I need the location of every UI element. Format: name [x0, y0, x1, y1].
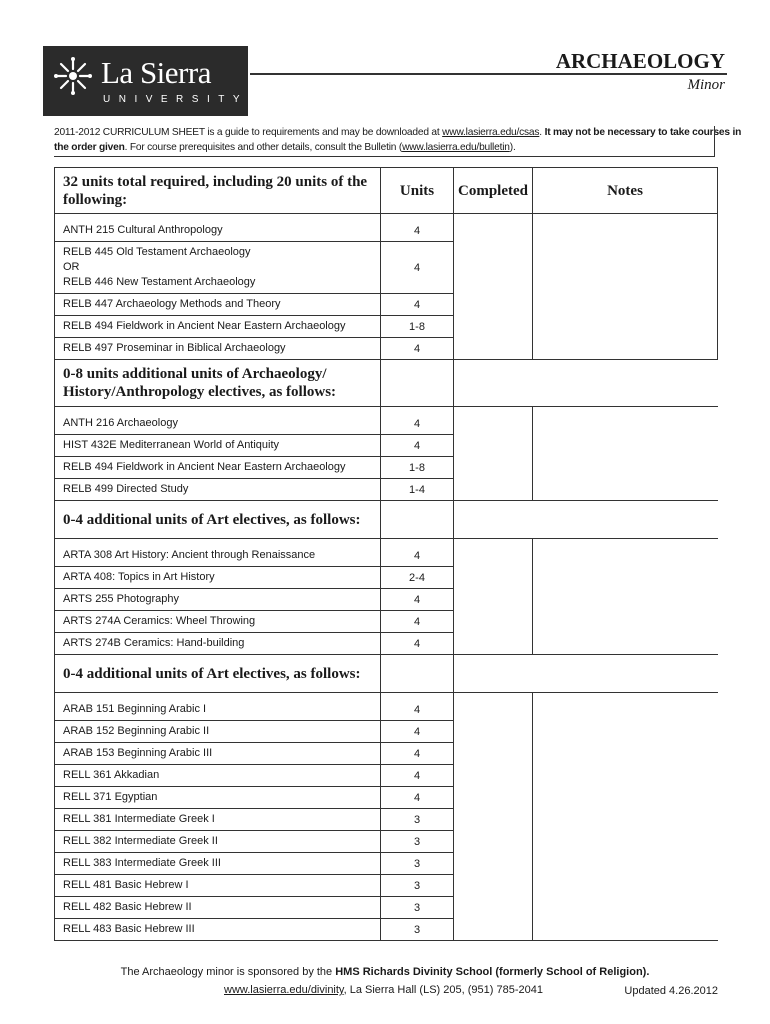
course-name: RELB 494 Fieldwork in Ancient Near Eastern Archaeology: [63, 320, 346, 332]
intro-text: .: [539, 127, 545, 138]
footer-sponsor: [0, 966, 770, 978]
course-units: 4: [381, 242, 454, 294]
completed-column-header: Completed: [454, 168, 533, 214]
brand-name: La Sierra: [101, 55, 211, 90]
course-cell: [55, 743, 381, 765]
course-units: 4: [381, 294, 454, 316]
course-cell: [55, 316, 381, 338]
course-units: 4: [381, 721, 454, 743]
course-name: ARAB 152 Beginning Arabic II: [63, 725, 210, 737]
course-name: ANTH 216 Archaeology: [63, 417, 178, 429]
course-units: 3: [381, 831, 454, 853]
course-name: RELL 371 Egyptian: [63, 791, 158, 803]
course-name: ARTA 308 Art History: Ancient through Renaissance: [63, 549, 316, 561]
course-units: 4: [381, 338, 454, 360]
course-name: RELL 482 Basic Hebrew II: [63, 901, 192, 913]
footer-school: HMS Richards Divinity School (formerly School of Religion).: [335, 966, 650, 978]
table-row: [55, 214, 718, 242]
footer-address: , La Sierra Hall (LS) 205, (951) 785-2041: [343, 984, 543, 996]
units-column-header: Units: [381, 168, 454, 214]
section-heading: 0-8 units additional units of Archaeology/ History/Anthropology electives, as follows:: [55, 360, 381, 407]
course-cell: [55, 214, 381, 242]
units-header-blank: [381, 501, 454, 539]
completed-cell[interactable]: [454, 407, 533, 501]
course-cell: [55, 242, 381, 294]
course-cell: [55, 787, 381, 809]
course-units: 3: [381, 919, 454, 941]
notes-column-header: Notes: [533, 168, 718, 214]
course-units: 1-4: [381, 479, 454, 501]
course-cell: [55, 633, 381, 655]
section-header-row: [55, 655, 718, 693]
course-name: RELL 361 Akkadian: [63, 769, 160, 781]
course-cell: [55, 479, 381, 501]
course-name: ARTA 408: Topics in Art History: [63, 571, 215, 583]
course-units: 4: [381, 214, 454, 242]
table-row: [55, 407, 718, 435]
section-header-blank: [454, 360, 718, 407]
course-cell: [55, 589, 381, 611]
section-header-row: [55, 168, 718, 214]
course-name: RELL 483 Basic Hebrew III: [63, 923, 195, 935]
course-cell: [55, 457, 381, 479]
course-units: 3: [381, 875, 454, 897]
notes-cell[interactable]: [533, 693, 718, 941]
course-name: RELB 447 Archaeology Methods and Theory: [63, 298, 281, 310]
course-name: HIST 432E Mediterranean World of Antiquity: [63, 439, 280, 451]
brand-subtitle: UNIVERSITY: [103, 94, 249, 105]
section-header-blank: [454, 655, 718, 693]
footer-updated: Updated 4.26.2012: [624, 985, 718, 997]
course-units: 4: [381, 765, 454, 787]
course-cell: [55, 853, 381, 875]
course-cell: [55, 567, 381, 589]
completed-cell[interactable]: [454, 539, 533, 655]
course-units: 4: [381, 633, 454, 655]
intro-text: ).: [509, 141, 516, 153]
notes-cell[interactable]: [533, 407, 718, 501]
course-cell: [55, 611, 381, 633]
course-name: ARTS 274B Ceramics: Hand-building: [63, 637, 245, 649]
section-header-row: [55, 360, 718, 407]
table-row: [55, 693, 718, 721]
section-header-row: [55, 501, 718, 539]
course-cell: [55, 693, 381, 721]
course-name: ARAB 153 Beginning Arabic III: [63, 747, 213, 759]
course-units: 2-4: [381, 567, 454, 589]
course-cell: [55, 721, 381, 743]
course-cell: [55, 294, 381, 316]
completed-cell[interactable]: [454, 214, 533, 360]
csas-link[interactable]: www.lasierra.edu/csas: [442, 127, 540, 138]
course-cell: [55, 765, 381, 787]
course-cell: [55, 919, 381, 941]
course-name: RELL 382 Intermediate Greek II: [63, 835, 218, 847]
footer-text: The Archaeology minor is sponsored by the: [120, 966, 336, 978]
course-name: RELL 381 Intermediate Greek I: [63, 813, 215, 825]
course-units: 4: [381, 611, 454, 633]
course-name: ARTS 274A Ceramics: Wheel Throwing: [63, 615, 256, 627]
course-name: RELB 494 Fieldwork in Ancient Near Eastern Archaeology: [63, 461, 346, 473]
course-cell: [55, 809, 381, 831]
course-cell: [55, 435, 381, 457]
page-title: ARCHAEOLOGY: [555, 49, 725, 73]
university-logo: [43, 46, 248, 116]
bulletin-link[interactable]: www.lasierra.edu/bulletin: [402, 141, 510, 153]
course-units: 4: [381, 539, 454, 567]
intro-bold: It may not be necessary to take courses in the order given: [54, 127, 742, 153]
course-name: RELB 497 Proseminar in Biblical Archaeology: [63, 342, 286, 354]
course-name-alt: RELB 446 New Testament Archaeology: [63, 276, 256, 288]
course-units: 4: [381, 407, 454, 435]
intro-text: . For course prerequisites and other details, consult the Bulletin (: [124, 141, 403, 153]
course-cell: [55, 897, 381, 919]
course-cell: [55, 875, 381, 897]
section-header-blank: [454, 501, 718, 539]
notes-cell[interactable]: [533, 214, 718, 360]
course-units: 4: [381, 435, 454, 457]
course-name: RELB 445 Old Testament Archaeology: [63, 246, 251, 258]
curriculum-table: [54, 167, 718, 941]
table-row: [55, 539, 718, 567]
course-name: ARAB 151 Beginning Arabic I: [63, 703, 207, 715]
course-or: OR: [63, 261, 80, 273]
course-units: 3: [381, 809, 454, 831]
units-header-blank: [381, 655, 454, 693]
course-name: RELL 481 Basic Hebrew I: [63, 879, 189, 891]
course-cell: [55, 539, 381, 567]
course-name: ANTH 215 Cultural Anthropology: [63, 224, 223, 236]
notes-cell[interactable]: [533, 539, 718, 655]
intro-border: [54, 126, 715, 157]
section-heading: 0-4 additional units of Art electives, as follows:: [55, 655, 381, 693]
course-units: 1-8: [381, 457, 454, 479]
course-cell: [55, 831, 381, 853]
sunburst-logo-icon: [53, 56, 93, 96]
course-units: 1-8: [381, 316, 454, 338]
completed-cell[interactable]: [454, 693, 533, 941]
section-heading: 0-4 additional units of Art electives, as follows:: [55, 501, 381, 539]
course-units: 3: [381, 853, 454, 875]
units-header-blank: [381, 360, 454, 407]
section-heading: 32 units total required, including 20 units of the following:: [55, 168, 381, 214]
course-units: 3: [381, 897, 454, 919]
course-name: RELL 383 Intermediate Greek III: [63, 857, 221, 869]
course-units: 4: [381, 693, 454, 721]
course-cell: [55, 338, 381, 360]
course-name: ARTS 255 Photography: [63, 593, 179, 605]
page-subtitle: Minor: [687, 77, 725, 93]
course-cell: [55, 407, 381, 435]
course-units: 4: [381, 787, 454, 809]
course-units: 4: [381, 589, 454, 611]
intro-text: 2011-2012 CURRICULUM SHEET is a guide to requirements and may be downloaded at: [54, 127, 443, 138]
divinity-link[interactable]: www.lasierra.edu/divinity: [224, 984, 344, 996]
footer-contact: [224, 984, 543, 996]
course-units: 4: [381, 743, 454, 765]
course-name: RELB 499 Directed Study: [63, 483, 189, 495]
intro-note: [54, 126, 744, 156]
